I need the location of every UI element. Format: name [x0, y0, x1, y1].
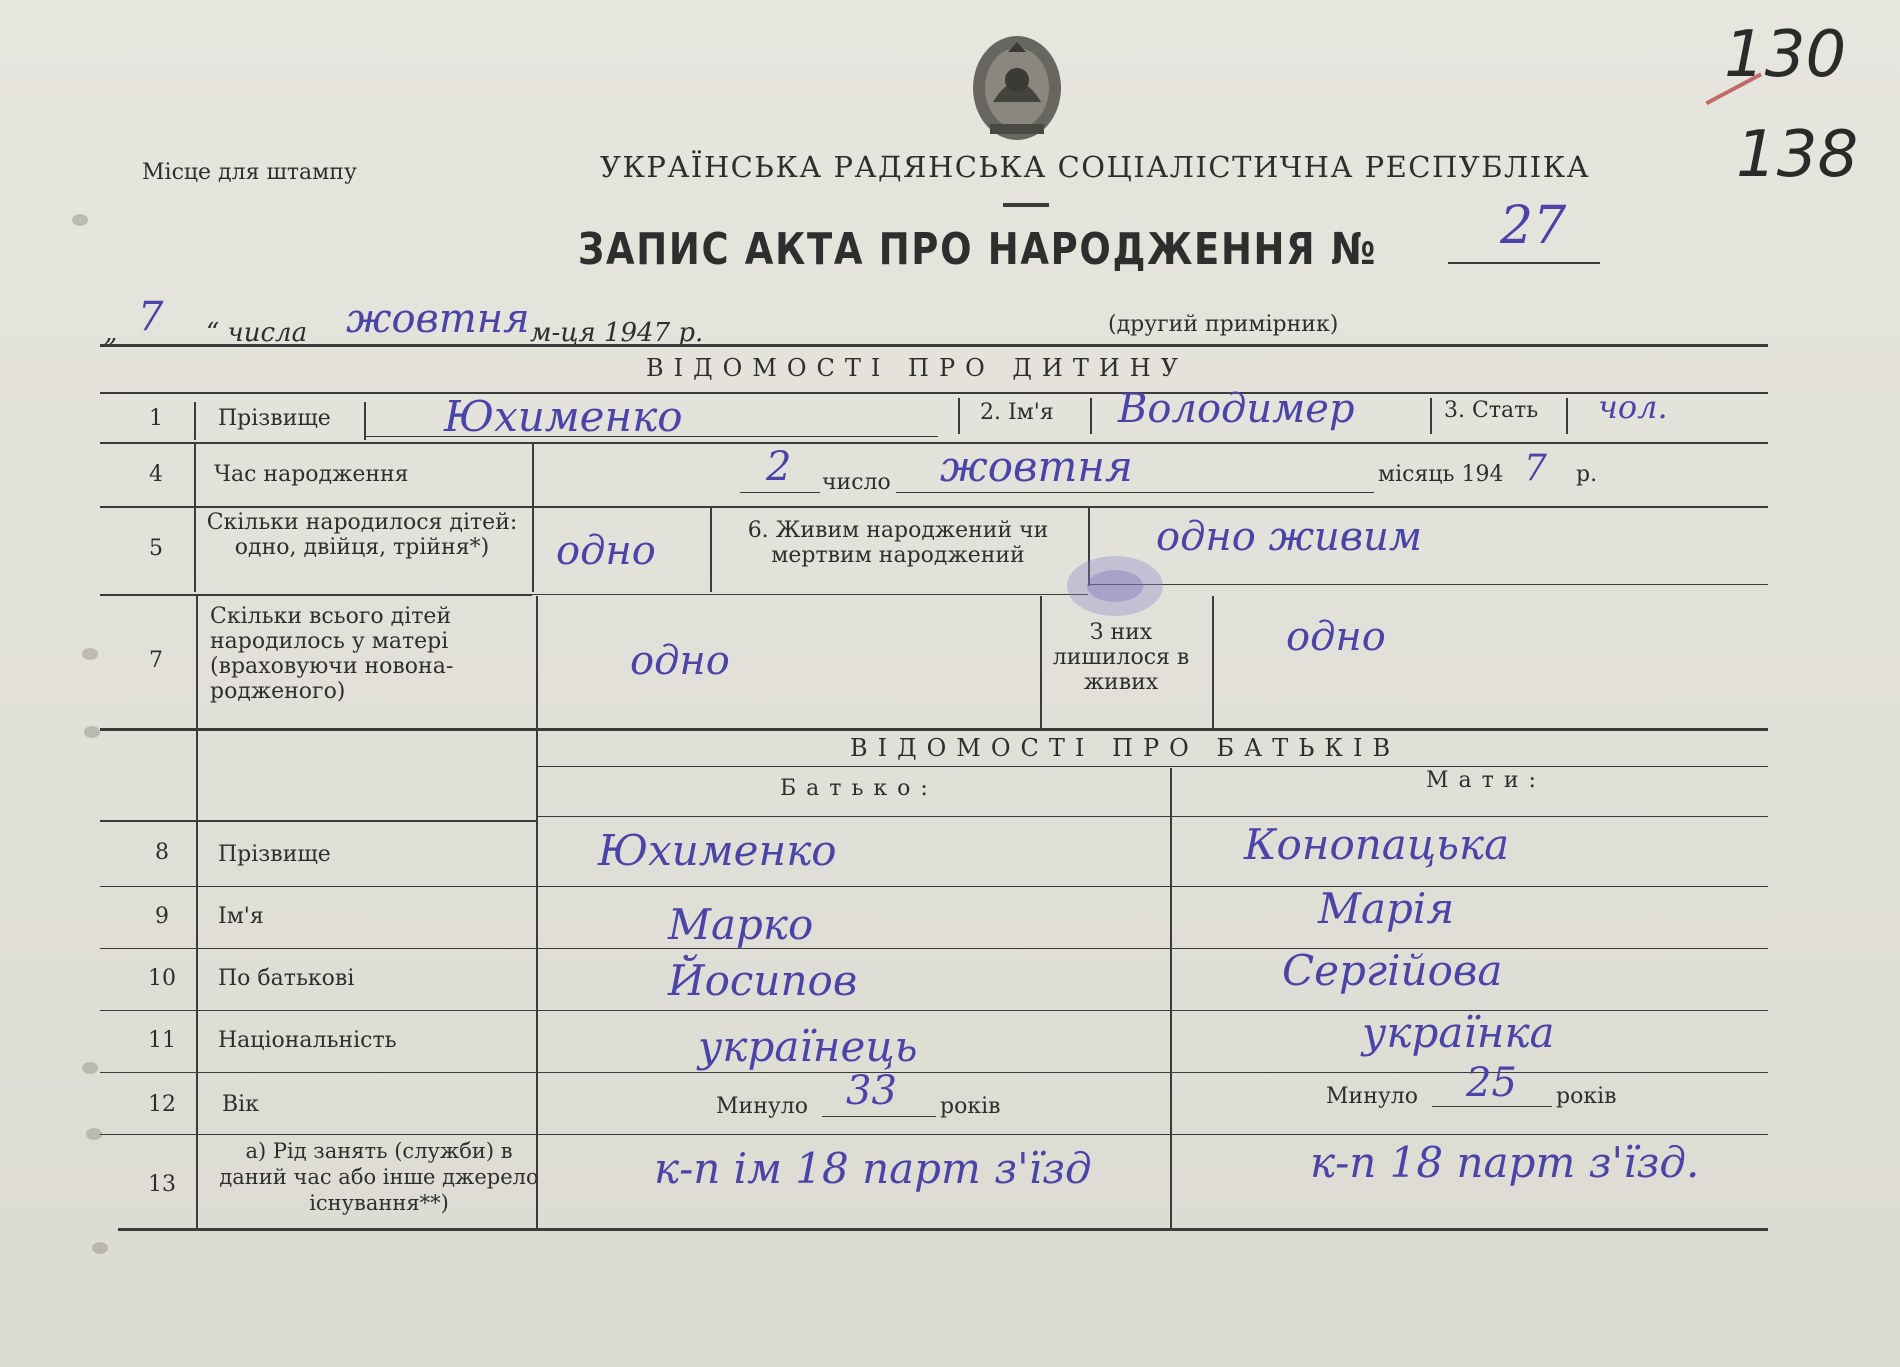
- cell-divider: [196, 596, 198, 728]
- child-name-label: 2. Ім'я: [980, 400, 1054, 425]
- copy-note: (другий примірник): [1108, 312, 1339, 337]
- child-surname-value: Юхименко: [444, 392, 683, 441]
- document-title: ЗАПИС АКТА ПРО НАРОДЖЕННЯ №: [578, 224, 1377, 275]
- cell-divider: [194, 402, 196, 440]
- value-line: [1432, 1106, 1552, 1107]
- cell-divider: [1090, 398, 1092, 434]
- row-line: [100, 506, 1768, 508]
- punch-hole: [82, 648, 98, 660]
- row-line: [536, 816, 1768, 817]
- row-line: [100, 392, 1768, 394]
- birth-year-suffix: р.: [1576, 462, 1598, 487]
- cell-divider: [1430, 398, 1432, 434]
- date-open-quote: „: [104, 318, 118, 348]
- row-line: [100, 1134, 1768, 1135]
- row-number: 5: [149, 536, 163, 561]
- birth-year-digit: 7: [1524, 448, 1547, 489]
- birth-day-word: число: [822, 470, 891, 495]
- total-children-label: Скільки всього дітей народилось у матері (враховуючи новона-родженого): [210, 604, 454, 704]
- value-line: [896, 492, 1374, 493]
- punch-hole: [92, 1242, 108, 1254]
- row-line: [100, 820, 536, 822]
- column-divider: [196, 730, 198, 1230]
- father-patronymic-value: Йосипов: [668, 956, 858, 1005]
- birth-month-value: жовтня: [940, 442, 1133, 491]
- birth-year-text: місяць 194: [1378, 462, 1504, 487]
- value-line: [364, 436, 938, 437]
- mother-name-value: Марія: [1318, 884, 1455, 933]
- record-number-line: [1448, 262, 1600, 264]
- father-surname-value: Юхименко: [598, 826, 837, 875]
- cell-divider: [532, 444, 534, 506]
- alive-label: 6. Живим народжений чи мертвим народжений: [747, 518, 1049, 568]
- archive-number-new: 138: [1736, 118, 1859, 192]
- parent-nationality-label: Національність: [218, 1028, 397, 1053]
- row-line: [532, 594, 1088, 595]
- children-count-label: Скільки народилося дітей: одно, двійця, трійня*): [206, 510, 518, 560]
- row-line: [100, 594, 532, 596]
- mother-age-value: 25: [1466, 1060, 1517, 1106]
- column-divider: [1170, 768, 1172, 1230]
- record-day: 7: [138, 294, 164, 340]
- row-line: [100, 442, 1768, 444]
- parent-name-label: Ім'я: [218, 904, 264, 929]
- row-number: 7: [149, 648, 163, 673]
- archive-number-old: 130: [1724, 18, 1847, 92]
- total-children-value: одно: [630, 638, 730, 684]
- punch-hole: [84, 726, 100, 738]
- father-name-value: Марко: [668, 900, 814, 949]
- alive-value: одно живим: [1156, 514, 1423, 560]
- row-number: 8: [155, 840, 169, 865]
- child-sex-value: чол.: [1598, 388, 1668, 426]
- row-number: 4: [149, 462, 163, 487]
- day-suffix: “ числа: [206, 318, 308, 348]
- cell-divider: [958, 398, 960, 434]
- month-suffix: м-ця 1947 р.: [530, 318, 704, 348]
- cell-divider: [532, 508, 534, 592]
- mother-occupation-value: к-п 18 парт з'їзд.: [1310, 1138, 1700, 1187]
- row-line: [100, 886, 1768, 887]
- mother-nationality-value: українка: [1362, 1008, 1555, 1057]
- row-line: [100, 1072, 1768, 1073]
- record-month: жовтня: [346, 296, 530, 342]
- value-line: [1088, 584, 1768, 585]
- cell-divider: [194, 508, 196, 592]
- row-number: 12: [148, 1092, 176, 1117]
- father-nationality-value: українець: [698, 1022, 918, 1071]
- cell-divider: [194, 444, 196, 506]
- father-heading: Батько:: [780, 776, 938, 801]
- father-age-suffix: років: [940, 1094, 1001, 1119]
- row-number: 10: [148, 966, 176, 991]
- section-line: [100, 728, 1768, 731]
- punch-hole: [82, 1062, 98, 1074]
- birth-day-value: 2: [766, 444, 792, 490]
- row-number: 13: [148, 1172, 176, 1197]
- section-line-top: [100, 344, 1768, 347]
- parent-surname-label: Прізвище: [218, 842, 331, 867]
- value-line: [822, 1116, 936, 1117]
- child-sex-label: 3. Стать: [1444, 398, 1539, 423]
- coat-of-arms-emblem: [968, 32, 1066, 150]
- republic-name: УКРАЇНСЬКА РАДЯНСЬКА СОЦІАЛІСТИЧНА РЕСПУБЛІКА: [600, 150, 1591, 184]
- mother-age-prefix: Минуло: [1326, 1084, 1419, 1109]
- header-divider: [1003, 203, 1049, 207]
- cell-divider: [364, 402, 366, 440]
- stamp-place-label: Місце для штампу: [142, 160, 357, 185]
- survived-value: одно: [1286, 614, 1386, 660]
- punch-hole: [72, 214, 88, 226]
- cell-divider: [1566, 398, 1568, 434]
- row-line: [100, 948, 1768, 949]
- father-age-prefix: Минуло: [716, 1094, 809, 1119]
- child-name-value: Володимер: [1118, 386, 1355, 432]
- child-section-heading: ВІДОМОСТІ ПРО ДИТИНУ: [646, 354, 1189, 382]
- child-surname-label: Прізвище: [218, 406, 331, 431]
- mother-patronymic-value: Сергійова: [1282, 946, 1503, 995]
- mother-heading: Мати:: [1426, 768, 1546, 793]
- birth-time-label: Час народження: [214, 462, 409, 487]
- faded-stamp-mark: [1060, 546, 1170, 626]
- mother-age-suffix: років: [1556, 1084, 1617, 1109]
- row-number: 9: [155, 904, 169, 929]
- value-line: [740, 492, 820, 493]
- parent-patronymic-label: По батькові: [218, 966, 355, 991]
- survived-label: З них лишилося в живих: [1052, 620, 1190, 695]
- parents-section-heading: ВІДОМОСТІ ПРО БАТЬКІВ: [850, 734, 1401, 762]
- children-count-value: одно: [556, 528, 656, 574]
- cell-divider: [710, 508, 712, 592]
- row-line: [536, 766, 1768, 767]
- parent-age-label: Вік: [222, 1092, 259, 1117]
- cell-divider: [536, 596, 538, 728]
- father-occupation-value: к-п ім 18 парт з'їзд: [654, 1144, 1092, 1193]
- row-number: 1: [149, 406, 163, 431]
- cell-divider: [1212, 596, 1214, 728]
- row-number: 11: [148, 1028, 176, 1053]
- mother-surname-value: Конопацька: [1244, 820, 1510, 869]
- cell-divider: [1040, 596, 1042, 728]
- father-age-value: 33: [846, 1068, 897, 1114]
- parent-occupation-label: а) Рід занять (служби) в даний час або інше джерело існування**): [219, 1139, 539, 1215]
- section-line-bottom: [118, 1228, 1768, 1231]
- record-number: 27: [1500, 196, 1567, 256]
